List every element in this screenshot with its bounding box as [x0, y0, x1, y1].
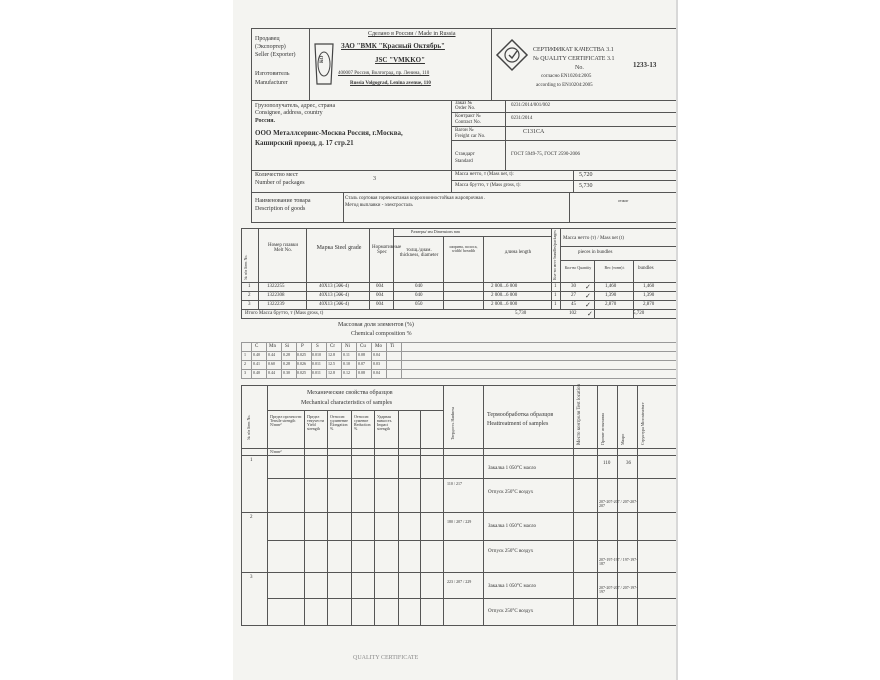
- chem-row-no: 3: [244, 370, 246, 375]
- chem-value: 0.04: [373, 352, 380, 357]
- row-spec: 004: [376, 293, 384, 298]
- standard-value: ГОСТ 5949-75, ГОСТ 2590-2006: [511, 152, 580, 157]
- net-mass-value: 5,720: [579, 172, 593, 178]
- chem-value: 12.8: [328, 352, 335, 357]
- goods-description-line2: Метод выплавки - электросталь: [345, 203, 413, 208]
- chem-header-mn: Mn: [269, 344, 276, 349]
- goods-label-en: Description of goods: [255, 206, 306, 212]
- products-col-width: ширина, полоса, width/ breadth: [449, 244, 478, 253]
- mech-row-heat2: Отпуск 250°С воздух: [488, 549, 534, 554]
- chem-row-no: 2: [244, 361, 246, 366]
- packages-label-en: Number of packages: [255, 180, 305, 186]
- row-weight: 1,390: [605, 293, 617, 298]
- products-col-weight: Вес (тонн) t: [604, 265, 625, 270]
- check-mark-icon: ✓: [585, 301, 591, 309]
- packages-label-ru: Количество мест: [255, 172, 299, 178]
- cert-standard-ru: согласно EN10204:2005: [541, 74, 592, 79]
- products-total-qty: 102: [569, 311, 577, 316]
- row-weight: 1,460: [605, 284, 617, 289]
- order-label-ru: Заказ №: [455, 101, 473, 106]
- contract-label-en: Contract No.: [455, 120, 481, 125]
- contract-value: 0231/2014: [511, 116, 533, 121]
- mech-row-results: 207-207-207 / 207-207-207: [599, 499, 638, 508]
- chem-value: 0.03: [373, 361, 380, 366]
- check-mark-icon: ✓: [587, 310, 593, 318]
- chem-value: 0.025: [297, 352, 306, 357]
- chem-value: 0.44: [268, 352, 275, 357]
- chem-header-cr: Cr: [330, 344, 335, 349]
- row-bundle-weight: 1,460: [643, 284, 655, 289]
- cert-title-en: № QUALITY CERTIFICATE 3.1: [533, 56, 615, 62]
- heat-header-en: Heattreatment of samples: [487, 421, 549, 427]
- gross-mass-label: Масса брутто, т (Mass gross, t):: [455, 183, 521, 188]
- chem-value: 0.60: [268, 361, 275, 366]
- consignee-country: Россия.: [255, 118, 276, 124]
- products-col-qty: Кол-во Quantity: [564, 265, 592, 270]
- mech-units: N/mm²: [270, 449, 282, 454]
- mech-col-impact: Ударная вязкость Impact strength: [377, 414, 392, 431]
- wagon-value: C131CA: [523, 129, 545, 135]
- row-length: 2 000...6 000: [491, 293, 518, 298]
- mech-col-structure: Структура Microstructure: [640, 402, 645, 445]
- company-name-en: JSC "VMKKO": [375, 56, 425, 64]
- mech-col-reduction: Относит. сужение Reduction %: [354, 414, 371, 431]
- row-bundle-weight: 1,390: [643, 293, 655, 298]
- wagon-label-en: Freight car No.: [455, 134, 486, 139]
- chem-value: 0.010: [312, 352, 321, 357]
- chem-header-ti: Ti: [390, 344, 395, 349]
- mech-col-other: Прочие испытания: [600, 412, 605, 445]
- mech-row-results: 207-197-197 / 197-197-187: [599, 557, 638, 566]
- address-ru: 400007 Россия, Волгоград, пр. Ленина, 110: [338, 71, 430, 76]
- mech-row-heat1: Закалка 1 050°С масло: [488, 466, 537, 471]
- chem-value: 0.30: [283, 370, 290, 375]
- chem-header-si: Si: [285, 344, 290, 349]
- row-length: 2 000...6 000: [491, 302, 518, 307]
- chem-value: 0.28: [283, 361, 290, 366]
- chem-header-mo: Mo: [375, 344, 382, 349]
- mech-row-hardness: 180 / 207 / 229: [447, 519, 472, 524]
- row-length: 2 000...6 000: [491, 284, 518, 289]
- cert-number: 1233-13: [633, 61, 657, 69]
- chem-value: 0.41: [253, 361, 260, 366]
- certificate-page: [233, 0, 678, 680]
- mech-col-macro: Макро: [620, 433, 625, 445]
- chem-value: 0.10: [343, 361, 350, 366]
- seller-label-ru2: (Экспортер): [255, 44, 286, 50]
- seller-label-ru: Продавец: [255, 36, 280, 42]
- chem-value: 0.07: [358, 361, 365, 366]
- mech-col-elongation: Относит. удлинение Elongation %: [330, 414, 348, 431]
- mech-row-no: 1: [250, 458, 253, 463]
- mech-col-yield: Предел текучести Yield strength: [307, 414, 324, 431]
- mech-row-heat1: Закалка 1 050°С масло: [488, 584, 537, 589]
- mech-row-results: 207-207-207 / 207-197-197: [599, 585, 638, 594]
- company-logo-icon: [313, 40, 335, 88]
- packages-value: 3: [373, 176, 376, 182]
- manufacturer-label-en: Manufacturer: [255, 80, 288, 86]
- row-no: 1: [248, 284, 251, 289]
- row-no: 2: [248, 293, 251, 298]
- mech-row-no: 3: [250, 575, 253, 580]
- chemistry-title-en: Chemical composition %: [351, 331, 412, 337]
- products-col-bundles: Кол-во мест bundles/packages: [552, 230, 557, 280]
- chem-value: 0.08: [358, 370, 365, 375]
- products-mass-header: Масса нетто (т) / Mass net (t): [563, 236, 624, 241]
- chem-value: 0.12: [343, 370, 350, 375]
- chem-value: 0.026: [297, 361, 306, 366]
- chem-value: 0.011: [312, 361, 321, 366]
- mech-side-value: 36: [626, 461, 631, 466]
- row-qty: 27: [571, 293, 576, 298]
- row-diameter: 050: [415, 302, 423, 307]
- products-col-thickness: толщ./диам. thickness, diameter: [399, 248, 439, 258]
- products-col-melt: Номер плавки Melt No.: [267, 243, 298, 253]
- chemistry-title-ru: Массовая доля элементов (%): [338, 322, 414, 328]
- products-sizes-header: Размеры/ мм Dimensions mm: [411, 229, 461, 234]
- consignee-label-ru: Грузополучатель, адрес, страна: [255, 103, 336, 109]
- row-spec: 004: [376, 284, 384, 289]
- chem-row-no: 1: [244, 352, 246, 357]
- check-mark-icon: ✓: [585, 292, 591, 300]
- chem-value: 12.8: [328, 370, 335, 375]
- chem-value: 0.28: [283, 352, 290, 357]
- mech-row-hardness: 223 / 207 / 229: [447, 579, 472, 584]
- order-label-en: Order No.: [455, 106, 476, 111]
- mech-col-tensile: Предел прочности Tensile strength N/mm²: [270, 414, 302, 427]
- certification-logo-icon: [495, 38, 529, 72]
- goods-extra: отжиг: [618, 198, 629, 203]
- consignee-label-en: Consignee, address, country: [255, 110, 323, 116]
- wagon-label-ru: Вагон №: [455, 128, 474, 133]
- row-diameter: 040: [415, 293, 423, 298]
- row-bundles: 1: [554, 293, 557, 298]
- chem-value: 0.11: [343, 352, 350, 357]
- mech-side-value: 110: [603, 461, 611, 466]
- chem-header-cu: Cu: [360, 344, 366, 349]
- products-col-bundle-weight: bundles: [638, 266, 654, 271]
- products-total-label: Итого Масса брутто, т (Mass gross, t): [245, 311, 324, 316]
- chem-value: 0.011: [312, 370, 321, 375]
- mech-row-heat2: Отпуск 250°С воздух: [488, 609, 534, 614]
- footer-text: QUALITY CERTIFICATE: [353, 655, 419, 661]
- chem-header-p: P: [301, 344, 304, 349]
- row-melt: 1322308: [267, 293, 285, 298]
- chem-value: 0.025: [297, 370, 306, 375]
- products-col-spec: Нормативные Spec: [372, 245, 402, 255]
- row-qty: 30: [571, 284, 576, 289]
- mech-row-no: 2: [250, 515, 253, 520]
- consignee-address: Каширский проезд, д. 17 стр.21: [255, 139, 354, 147]
- products-col-no: № п/п Item No.: [243, 254, 248, 280]
- gross-mass-value: 5,730: [579, 183, 593, 189]
- mech-col-hardness: Твердость Hardness: [450, 406, 455, 440]
- manufacturer-label-ru: Изготовитель: [255, 71, 290, 77]
- row-weight: 2,870: [605, 302, 617, 307]
- consignee-name: ООО Металлсервис-Москва Россия, г.Москва,: [255, 129, 403, 137]
- made-in-russia: Сделано в России / Made in Russia: [368, 31, 456, 37]
- products-pieces-header: pieces in bundles: [578, 250, 613, 255]
- seller-label-en: Seller (Exporter): [255, 52, 296, 58]
- row-melt: 1322255: [267, 284, 285, 289]
- mechanical-title-ru: Механические свойства образцов: [307, 390, 393, 396]
- row-spec: 004: [376, 302, 384, 307]
- goods-label-ru: Наименование товара: [255, 198, 311, 204]
- chem-header-s: S: [316, 344, 319, 349]
- chem-value: 0.08: [358, 352, 365, 357]
- heat-header-ru: Термообработка образцов: [487, 412, 554, 418]
- row-no: 3: [248, 302, 251, 307]
- chem-value: 0.04: [373, 370, 380, 375]
- order-value: 0231/2014/001/002: [511, 103, 551, 108]
- mech-row-hardness: 110 / 217: [447, 481, 462, 486]
- chem-value: 0.44: [268, 370, 275, 375]
- mech-row-heat2: Отпуск 250°С воздух: [488, 490, 534, 495]
- row-bundles: 1: [554, 302, 557, 307]
- mechanical-title-en: Mechanical characteristics of samples: [301, 400, 393, 406]
- row-grade: 40Х13 (ЭЖ-4): [319, 302, 350, 307]
- chem-value: 12.5: [328, 361, 335, 366]
- row-grade: 40Х13 (ЭЖ-4): [319, 284, 350, 289]
- goods-description-line1: Сталь сортовая горячекатаная коррозионностойкая жаропрочная .: [345, 196, 486, 201]
- mech-col-location: Место контроля Test location: [577, 383, 582, 445]
- standard-label-ru: Стандарт: [455, 152, 475, 157]
- address-en: Russia Volgograd, Lenina avenue, 110: [350, 81, 431, 86]
- products-col-length: длина length: [504, 250, 532, 255]
- row-qty: 45: [571, 302, 576, 307]
- chem-header-ni: Ni: [345, 344, 350, 349]
- chem-value: 0.40: [253, 352, 260, 357]
- products-col-grade: Марка Steel grade: [316, 245, 362, 251]
- row-bundle-weight: 2,870: [643, 302, 655, 307]
- mech-row-heat1: Закалка 1 050°С масло: [488, 524, 537, 529]
- logo-text: КО: [320, 55, 325, 63]
- chem-header-c: C: [255, 344, 259, 349]
- contract-label-ru: Контракт №: [455, 114, 481, 119]
- cert-title-ru: СЕРТИФИКАТ КАЧЕСТВА 3.1: [533, 47, 614, 53]
- products-total-gross: 5,730: [515, 311, 527, 316]
- row-melt: 1322239: [267, 302, 285, 307]
- check-mark-icon: ✓: [585, 283, 591, 291]
- standard-label-en: Standard: [455, 159, 473, 164]
- row-grade: 40Х13 (ЭЖ-4): [319, 293, 350, 298]
- company-name-ru: ЗАО "ВМК "Красный Октябрь": [341, 42, 445, 50]
- cert-no-label: No.: [575, 65, 584, 71]
- cert-standard-en: according to EN10204:2005: [536, 83, 593, 88]
- chem-value: 0.40: [253, 370, 260, 375]
- mech-col-no: № п/п Item No.: [246, 414, 251, 440]
- products-total-weight: 5,720: [633, 311, 645, 316]
- net-mass-label: Масса нетто, т (Mass net, t):: [455, 172, 514, 177]
- row-bundles: 1: [554, 284, 557, 289]
- row-diameter: 040: [415, 284, 423, 289]
